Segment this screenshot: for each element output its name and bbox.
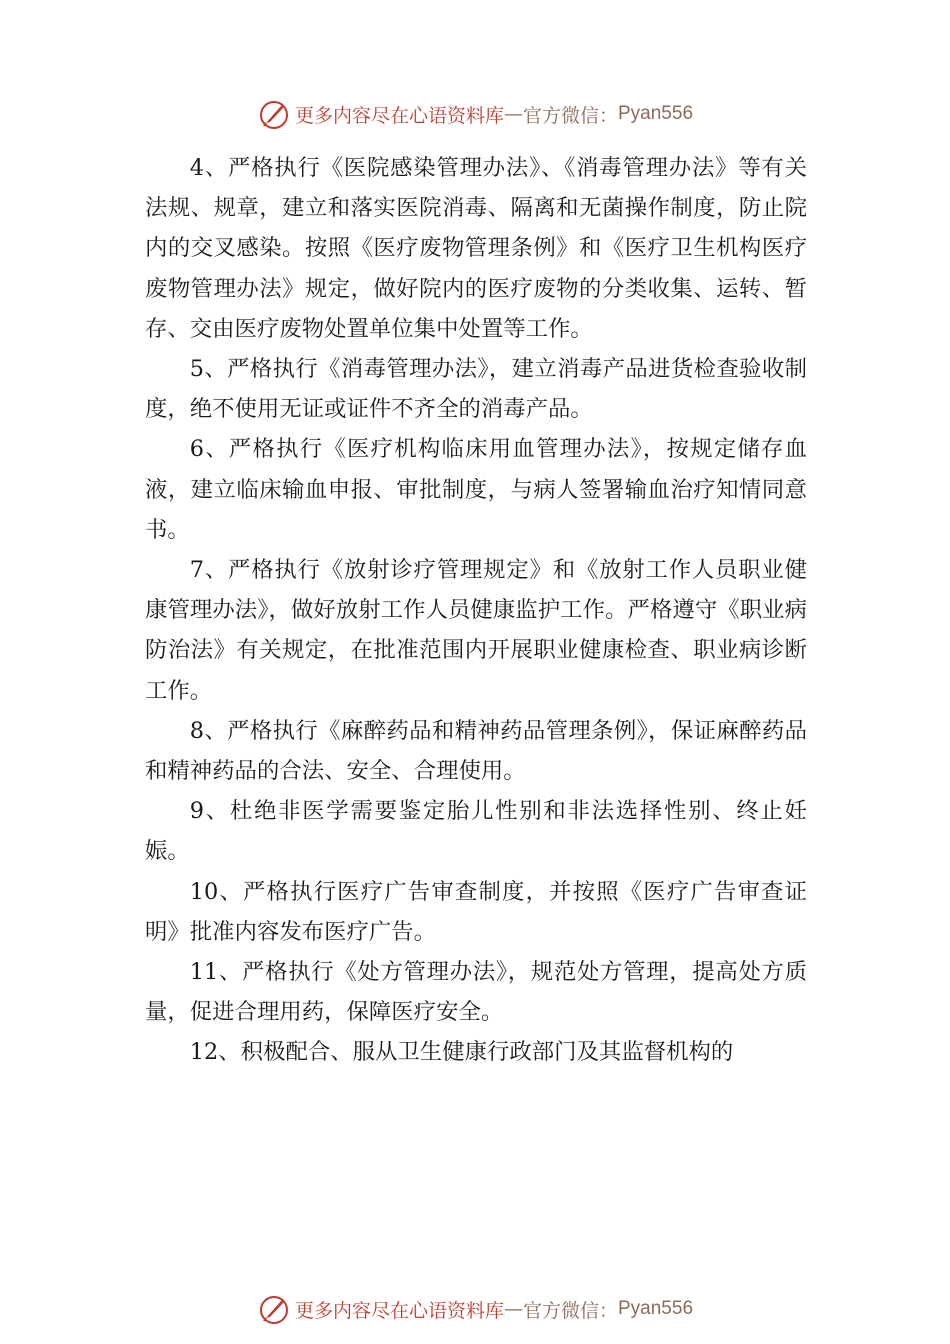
paragraph-item-6: 6、严格执行《医疗机构临床用血管理办法》，按规定储存血液，建立临床输血申报、审批制度，与病人签署输血治疗知情同意书。: [145, 436, 807, 543]
paragraph-item-4: 4、严格执行《医院感染管理办法》、《消毒管理办法》等有关法规、规章，建立和落实医院消毒、隔离和无菌操作制度，防止院内的交叉感染。按照《医疗废物管理条例》和《医疗卫生机构医疗废物管理办法》规定，做好院内的医疗废物的分类收集、运转、暂存、交由医疗废物处置单位集中处置等工作。: [145, 155, 807, 342]
wechat-id: Pyan556: [618, 103, 694, 124]
paragraph-item-9: 9、杜绝非医学需要鉴定胎儿性别和非法选择性别、终止妊娠。: [145, 798, 807, 865]
brand-text: 更多内容尽在心语资料库: [294, 1299, 504, 1322]
paragraph-item-5: 5、严格执行《消毒管理办法》，建立消毒产品进货检查验收制度，绝不使用无证或证件不齐全的消毒产品。: [145, 356, 807, 423]
header-banner: [0, 94, 950, 134]
brand-text: 更多内容尽在心语资料库: [294, 104, 504, 127]
paragraph-item-7: 7、严格执行《放射诊疗管理规定》和《放射工作人员职业健康管理办法》，做好放射工作人员健康监护工作。严格遵守《职业病防治法》有关规定，在批准范围内开展职业健康检查、职业病诊断工作。: [145, 557, 807, 704]
banner-separator: —: [503, 103, 523, 125]
quill-logo-icon: [257, 1292, 291, 1326]
paragraph-item-10: 10、严格执行医疗广告审查制度，并按照《医疗广告审查证明》批准内容发布医疗广告。: [145, 878, 807, 945]
paragraph-item-12: 12、积极配合、服从卫生健康行政部门及其监督机构的: [189, 1039, 734, 1066]
paragraph-item-8: 8、严格执行《麻醉药品和精神药品管理条例》，保证麻醉药品和精神药品的合法、安全、合理使用。: [145, 717, 807, 785]
footer-banner: [0, 1289, 950, 1329]
quill-logo-icon: [257, 97, 291, 131]
banner-separator: —: [503, 1298, 523, 1320]
paragraph-item-11: 11、严格执行《处方管理办法》，规范处方管理，提高处方质量，促进合理用药，保障医疗安全。: [145, 959, 807, 1026]
wechat-label: 官方微信：: [522, 1299, 618, 1322]
wechat-id: Pyan556: [618, 1298, 694, 1319]
document-body: [145, 148, 807, 1073]
wechat-label: 官方微信：: [522, 104, 618, 127]
